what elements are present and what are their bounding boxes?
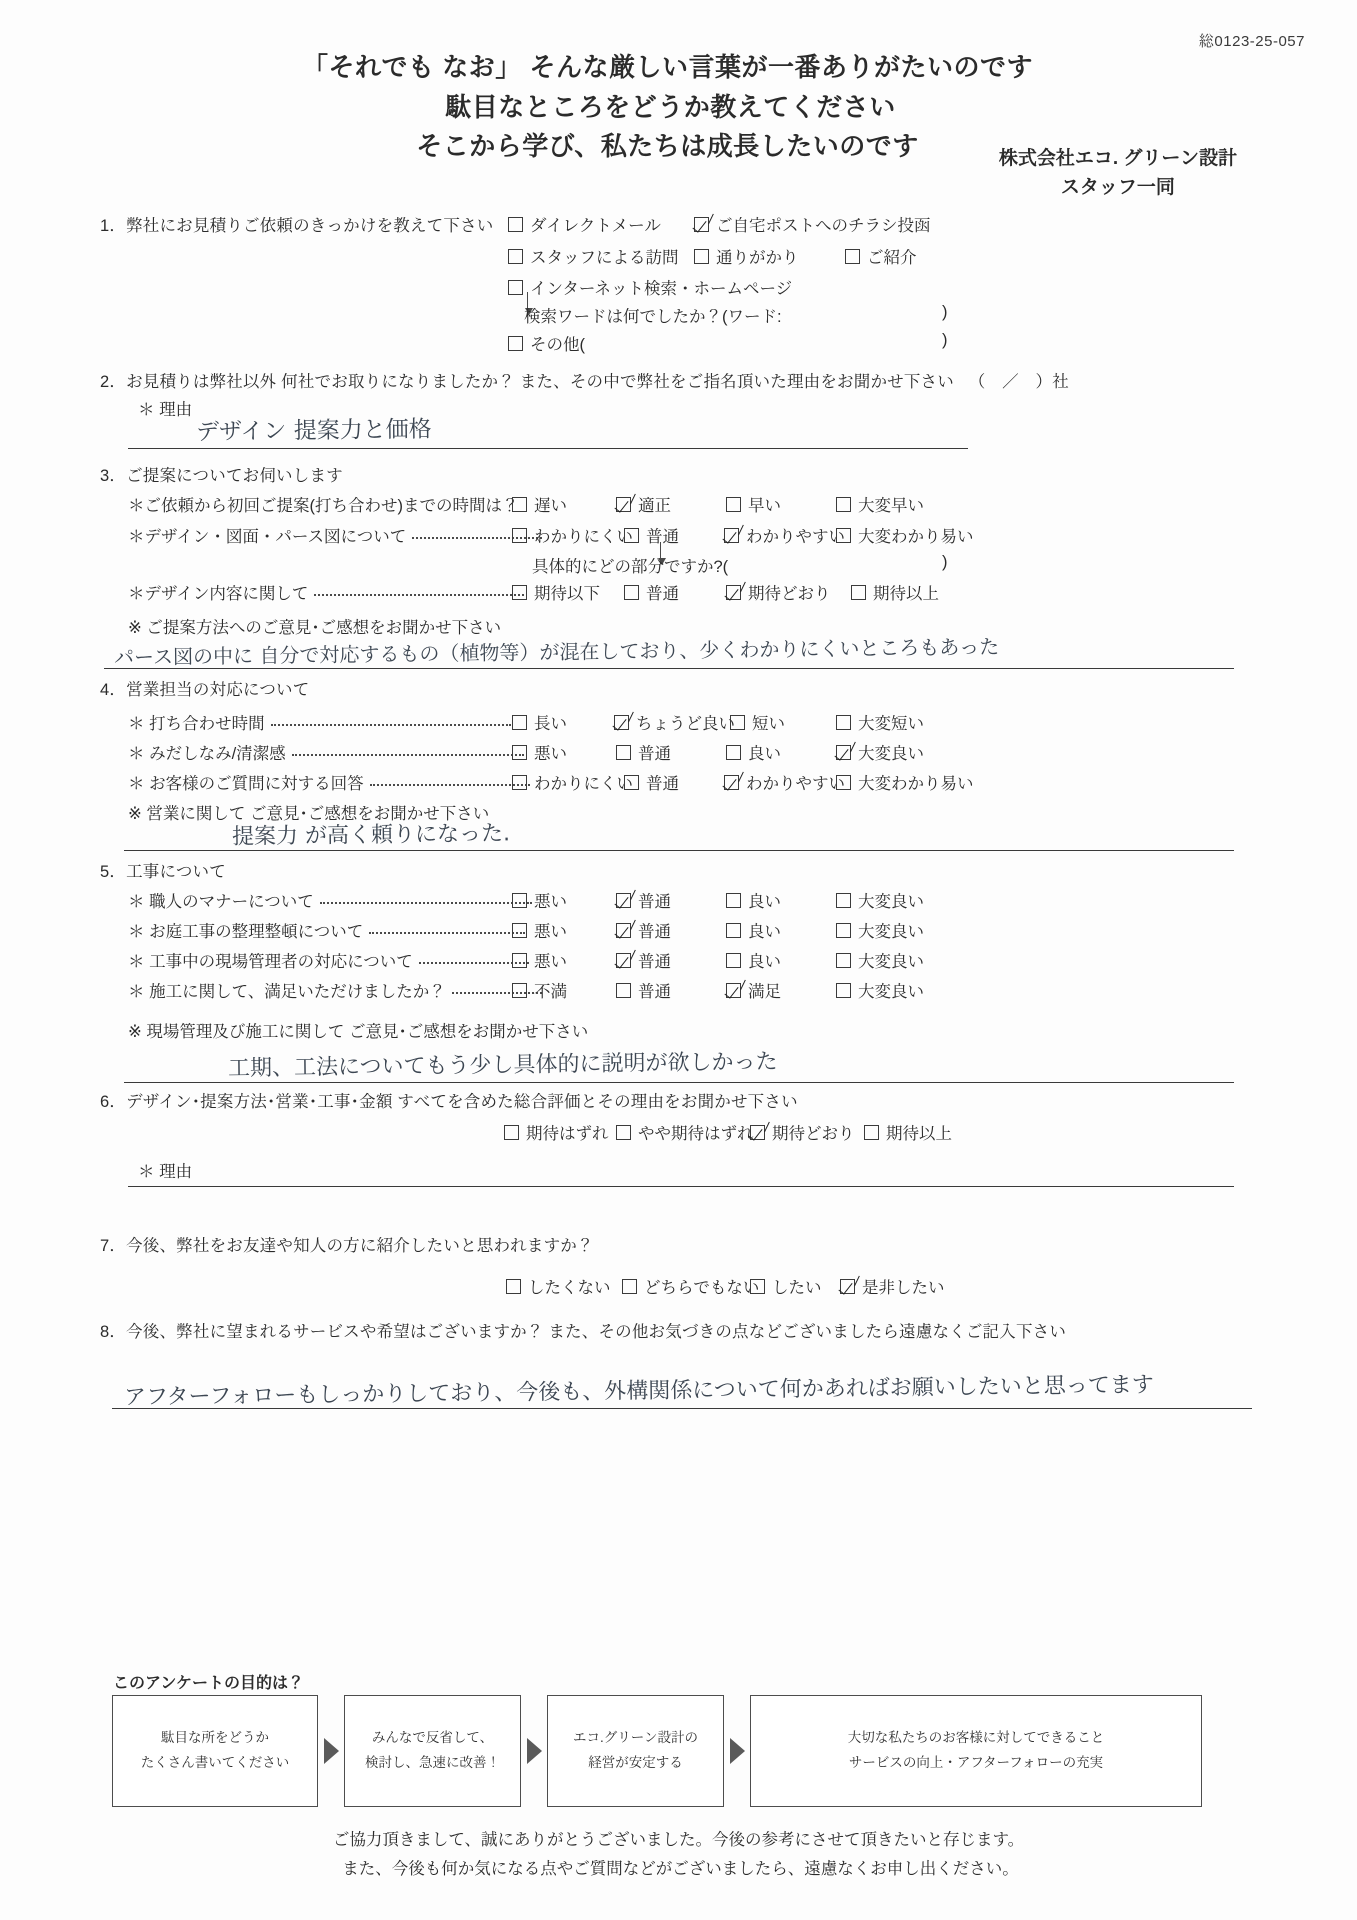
q7-option-3-label: したい	[772, 1279, 822, 1297]
checkbox[interactable]	[508, 336, 523, 351]
question-6-number: 6．	[100, 1093, 127, 1111]
question-8-text: 今後、弊社に望まれるサービスや希望はございますか？ また、その他お気づきの点などございましたら遠慮なくご記入下さい	[126, 1323, 1067, 1341]
question-3-number: 3．	[100, 467, 127, 485]
q5-row-1-option-3[interactable]	[726, 888, 781, 912]
q7-option-2[interactable]	[622, 1274, 759, 1298]
q2-answer-rule	[128, 448, 968, 449]
question-2-title	[100, 368, 1069, 392]
q3-row-3-option-2-label: 普通	[646, 585, 679, 603]
question-2-text: お見積りは弊社以外 何社でお取りになりましたか？ また、その中で弊社をご指名頂いた理由をお聞かせ下さい	[126, 373, 954, 391]
footer-line-2: また、今後も何か気になる点やご質問などがございましたら、遠慮なくお申し出ください。	[342, 1859, 1019, 1878]
q2-reason-label: ＊ 理由	[138, 401, 193, 419]
q4-row-3-label	[128, 770, 536, 794]
q3-row-2-option-3-label: わかりやすい	[746, 528, 845, 546]
q4-comment-label: ※ 営業に関して ご意見･ご感想をお聞かせ下さい	[128, 805, 490, 823]
q3-row-2-option-2-label: 普通	[646, 528, 679, 546]
question-3-text: ご提案についてお伺いします	[126, 467, 343, 485]
q5-row-3-label	[128, 948, 535, 972]
checkbox[interactable]	[512, 497, 527, 512]
q3-row-2-option-1-label: わかりにくい	[534, 528, 633, 546]
q5-row-4-option-3-label: 満足	[748, 983, 781, 1001]
q1-option-internet-label: インターネット検索・ホームページ	[530, 280, 793, 298]
q3-row-2-option-1[interactable]	[512, 523, 633, 547]
q4-row-3-option-1[interactable]	[512, 770, 633, 794]
leader-dots	[314, 584, 524, 596]
q5-row-4-option-2-label: 普通	[638, 983, 671, 1001]
q4-row-3-option-3[interactable]	[724, 770, 845, 794]
checkbox[interactable]	[512, 745, 527, 760]
q1-option-other-label: その他(	[530, 336, 585, 354]
q5-row-4-option-1[interactable]	[512, 978, 567, 1002]
checkbox-checked[interactable]	[614, 715, 629, 730]
q3-row-3-option-2[interactable]	[624, 580, 679, 604]
q5-row-3-option-3-label: 良い	[748, 953, 781, 971]
q2-reason-answer: デザイン 提案力と価格	[195, 416, 432, 446]
q4-row-1-option-2-label: ちょうど良い	[636, 715, 735, 733]
q5-row-4-option-1-label: 不満	[534, 983, 567, 1001]
q1-option-passing-by[interactable]	[694, 244, 799, 268]
company-name: 株式会社エコ. グリーン設計	[998, 148, 1237, 169]
q8-answer-rule	[112, 1408, 1252, 1409]
q1-option-internet[interactable]	[508, 275, 792, 299]
q4-row-1-label	[128, 710, 517, 734]
q7-option-1[interactable]	[506, 1274, 611, 1298]
checkbox[interactable]	[512, 775, 527, 790]
question-8-title	[100, 1318, 1066, 1342]
q5-answer-rule	[124, 1082, 1234, 1083]
checkbox-checked[interactable]	[616, 923, 631, 938]
checkbox[interactable]	[726, 893, 741, 908]
q3-row-1-option-4-label: 大変早い	[858, 497, 924, 515]
q5-row-4-option-4-label: 大変良い	[858, 983, 924, 1001]
checkbox[interactable]	[836, 715, 851, 730]
checkbox[interactable]	[616, 983, 631, 998]
q4-row-2-text: ＊ みだしなみ/清潔感	[128, 745, 286, 763]
q3-row-2-text: ＊デザイン・図面・パース図について	[128, 528, 407, 546]
q3-row-1-label: ＊ご依頼から初回ご提案(打ち合わせ)までの時間は？	[128, 497, 519, 515]
q1-option-staff-visit[interactable]	[508, 244, 679, 268]
q3-row-1-option-1[interactable]	[512, 492, 567, 516]
q4-row-2-option-2[interactable]	[616, 740, 671, 764]
checkbox[interactable]	[624, 775, 639, 790]
question-1-text: 弊社にお見積りご依頼のきっかけを教えて下さい	[126, 217, 494, 235]
q5-row-3-option-4-label: 大変良い	[858, 953, 924, 971]
checkbox[interactable]	[750, 1279, 765, 1294]
checkbox[interactable]	[512, 893, 527, 908]
checkbox[interactable]	[508, 217, 523, 232]
checkbox[interactable]	[726, 745, 741, 760]
leader-dots	[370, 774, 530, 786]
q4-row-3-option-2-label: 普通	[646, 775, 679, 793]
checkbox[interactable]	[512, 715, 527, 730]
checkbox[interactable]	[512, 983, 527, 998]
checkbox[interactable]	[836, 923, 851, 938]
q5-row-3-option-1[interactable]	[512, 948, 567, 972]
question-5-number: 5．	[100, 863, 127, 881]
question-6-title	[100, 1088, 798, 1112]
q1-search-word-prompt: 検索ワードは何でしたか？(ワード:	[524, 308, 782, 326]
checkbox[interactable]	[836, 775, 851, 790]
flow-arrow-icon-1	[318, 1695, 344, 1807]
checkbox-checked[interactable]	[694, 217, 709, 232]
checkbox-checked[interactable]	[726, 585, 741, 600]
checkbox[interactable]	[512, 528, 527, 543]
q3-answer-rule	[104, 668, 1234, 669]
question-6-text: デザイン･提案方法･営業･工事･金額 すべてを含めた総合評価とその理由をお聞かせ下さい	[126, 1093, 798, 1111]
q6-option-2-label: やや期待はずれ	[638, 1125, 754, 1143]
q3-detail-prompt: 具体的にどの部分ですか?(	[532, 558, 729, 576]
q3-row-2-label	[128, 523, 548, 547]
staff-line: スタッフ一同	[1060, 176, 1175, 198]
q5-row-1-option-2-label: 普通	[638, 893, 671, 911]
q1-option-passing-by-label: 通りがかり	[716, 249, 799, 267]
question-2-number: 2．	[100, 373, 127, 391]
checkbox[interactable]	[694, 249, 709, 264]
question-8-number: 8．	[100, 1323, 127, 1341]
q3-row-3-option-3[interactable]	[726, 580, 831, 604]
q6-option-1[interactable]	[504, 1120, 609, 1144]
checkbox[interactable]	[730, 715, 745, 730]
q4-row-2-option-1[interactable]	[512, 740, 567, 764]
q3-comment-answer: パース図の中に 自分で対応するもの（植物等）が混在しており、少くわかりにくいところもあった	[113, 634, 1000, 670]
purpose-box-2-line-1: みんなで反省して、	[371, 1730, 494, 1746]
footer-line-1: ご協力頂きまして、誠にありがとうございました。今後の参考にさせて頂きたいと存じます。	[332, 1831, 1025, 1849]
q3-comment-label: ※ ご提案方法へのご意見･ご感想をお聞かせ下さい	[128, 619, 502, 637]
purpose-box-1-line-1: 駄目な所をどうか	[161, 1730, 269, 1746]
q4-row-1-option-4-label: 大変短い	[858, 715, 924, 733]
q7-option-4[interactable]	[840, 1274, 945, 1298]
q3-row-2-option-4-label: 大変わかり易い	[858, 528, 974, 546]
q5-row-2-option-1-label: 悪い	[534, 923, 567, 941]
purpose-box-2-line-2: 検討し、急速に改善！	[365, 1755, 500, 1770]
purpose-box-3-line-2: 経営が安定する	[588, 1755, 683, 1770]
q4-row-2-label	[128, 740, 530, 764]
q4-row-3-option-4-label: 大変わかり易い	[858, 775, 974, 793]
q4-row-1-option-2[interactable]	[614, 710, 735, 734]
q4-row-1-option-3-label: 短い	[752, 715, 785, 733]
question-5-title	[100, 858, 226, 882]
q1-other-close: )	[942, 331, 948, 349]
checkbox[interactable]	[622, 1279, 637, 1294]
leader-dots	[292, 744, 524, 756]
flow-arrow-icon-3	[724, 1695, 750, 1807]
q3-row-3-option-3-label: 期待どおり	[748, 585, 831, 603]
checkbox[interactable]	[836, 983, 851, 998]
q5-row-4-label	[128, 978, 548, 1002]
q5-row-1-text: ＊ 職人のマナーについて	[128, 893, 314, 911]
q5-row-3-text: ＊ 工事中の現場管理者の対応について	[128, 953, 413, 971]
q5-row-2-option-1[interactable]	[512, 918, 567, 942]
q4-row-2-option-3[interactable]	[726, 740, 781, 764]
checkbox[interactable]	[845, 249, 860, 264]
checkbox[interactable]	[836, 953, 851, 968]
q5-row-4-option-3[interactable]	[726, 978, 781, 1002]
q2-count-field[interactable]: （ ／ ）社	[968, 373, 1069, 391]
q4-row-1-option-4[interactable]	[836, 710, 924, 734]
q4-row-3-option-1-label: わかりにくい	[534, 775, 633, 793]
q5-row-1-option-2[interactable]	[616, 888, 671, 912]
q5-row-1-option-1-label: 悪い	[534, 893, 567, 911]
question-4-text: 営業担当の対応について	[126, 681, 310, 699]
q6-option-4[interactable]	[864, 1120, 952, 1144]
q4-row-3-option-3-label: わかりやすい	[746, 775, 845, 793]
purpose-box-1-line-2: たくさん書いてください	[140, 1755, 290, 1770]
q6-option-4-label: 期待以上	[886, 1125, 952, 1143]
purpose-box-3-line-1: エコ.グリーン設計の	[573, 1730, 698, 1746]
company-signature	[999, 145, 1237, 202]
q6-reason-label: ＊ 理由	[138, 1163, 193, 1181]
q6-option-3-label: 期待どおり	[772, 1125, 855, 1143]
q4-row-2-option-3-label: 良い	[748, 745, 781, 763]
q4-row-2-option-2-label: 普通	[638, 745, 671, 763]
q4-row-1-option-3[interactable]	[730, 710, 785, 734]
checkbox[interactable]	[836, 528, 851, 543]
checkbox-checked[interactable]	[726, 983, 741, 998]
q5-row-4-option-2[interactable]	[616, 978, 671, 1002]
purpose-box-4-line-2: サービスの向上・アフターフォローの充実	[848, 1755, 1104, 1770]
q3-row-3-option-1-label: 期待以下	[534, 585, 600, 603]
q7-option-2-label: どちらでもない	[644, 1279, 760, 1297]
checkbox[interactable]	[506, 1279, 521, 1294]
q1-option-staff-visit-label: スタッフによる訪問	[530, 249, 679, 267]
q5-row-3-option-2-label: 普通	[638, 953, 671, 971]
checkbox-checked[interactable]	[724, 528, 739, 543]
q3-row-1-option-1-label: 遅い	[534, 497, 567, 515]
checkbox[interactable]	[504, 1125, 519, 1140]
q1-option-flyer-label: ご自宅ポストへのチラシ投函	[716, 217, 931, 235]
q1-option-referral-label: ご紹介	[867, 249, 917, 267]
q1-option-flyer[interactable]	[694, 212, 931, 236]
q5-row-3-option-2[interactable]	[616, 948, 671, 972]
q3-row-1-option-4[interactable]	[836, 492, 924, 516]
checkbox[interactable]	[512, 923, 527, 938]
q3-detail-close: )	[942, 553, 948, 571]
q4-row-1-text: ＊ 打ち合わせ時間	[128, 715, 265, 733]
headline-line-2: 駄目なところをどうか教えてください	[445, 91, 896, 122]
purpose-label: このアンケートの目的は？	[113, 1675, 305, 1692]
checkbox-checked[interactable]	[616, 497, 631, 512]
q5-comment-label: ※ 現場管理及び施工に関して ご意見･ご感想をお聞かせ下さい	[128, 1023, 589, 1041]
checkbox[interactable]	[851, 585, 866, 600]
q1-search-word-close: )	[942, 303, 948, 321]
purpose-box-3	[547, 1695, 724, 1807]
q5-row-3-option-4[interactable]	[836, 948, 924, 972]
q3-row-1-option-3-label: 早い	[748, 497, 781, 515]
q4-row-1-option-1-label: 長い	[534, 715, 567, 733]
q3-row-3-text: ＊デザイン内容に関して	[128, 585, 309, 603]
checkbox-checked[interactable]	[616, 953, 631, 968]
question-3-title	[100, 462, 343, 486]
q5-row-1-option-1[interactable]	[512, 888, 567, 912]
checkbox[interactable]	[836, 497, 851, 512]
q6-option-2[interactable]	[616, 1120, 754, 1144]
question-4-title	[100, 676, 309, 700]
q3-row-1-option-3[interactable]	[726, 492, 781, 516]
q4-row-2-option-4-label: 大変良い	[858, 745, 924, 763]
checkbox[interactable]	[512, 585, 527, 600]
q3-row-2-option-2[interactable]	[624, 523, 679, 547]
q8-answer: アフターフォローもしっかりしており、今後も、外構関係について何かあればお願いしたいと思ってます	[123, 1372, 1154, 1411]
q7-option-1-label: したくない	[528, 1279, 611, 1297]
checkbox-checked[interactable]	[840, 1279, 855, 1294]
q3-row-1-option-2-label: 適正	[638, 497, 671, 515]
q5-row-2-option-4[interactable]	[836, 918, 924, 942]
q3-row-3-option-1[interactable]	[512, 580, 600, 604]
question-7-text: 今後、弊社をお友達や知人の方に紹介したいと思われますか？	[126, 1237, 594, 1255]
q4-row-2-option-1-label: 悪い	[534, 745, 567, 763]
question-1-number: 1．	[100, 217, 127, 235]
q7-option-3[interactable]	[750, 1274, 822, 1298]
q4-comment-answer: 提案力 が高く頼りになった.	[231, 821, 511, 850]
question-7-number: 7．	[100, 1237, 127, 1255]
q5-row-2-option-2-label: 普通	[638, 923, 671, 941]
document-id: 総0123-25-057	[1198, 33, 1305, 50]
q3-row-1-option-2[interactable]	[616, 492, 671, 516]
q4-row-1-option-1[interactable]	[512, 710, 567, 734]
q5-row-2-option-4-label: 大変良い	[858, 923, 924, 941]
question-5-text: 工事について	[126, 863, 226, 881]
checkbox[interactable]	[836, 893, 851, 908]
headline-line-1: 「それでも なお」 そんな厳しい言葉が一番ありがたいのです	[302, 52, 1033, 82]
purpose-box-4-line-1: 大切な私たちのお客様に対してできること	[847, 1730, 1105, 1746]
q5-row-1-label	[128, 888, 538, 912]
q5-row-1-option-4-label: 大変良い	[858, 893, 924, 911]
q7-option-4-label: 是非したい	[862, 1279, 945, 1297]
q5-row-1-option-3-label: 良い	[748, 893, 781, 911]
q4-row-3-text: ＊ お客様のご質問に対する回答	[128, 775, 364, 793]
leader-dots	[369, 922, 525, 934]
purpose-box-4	[750, 1695, 1202, 1807]
leader-dots	[320, 892, 532, 904]
question-7-title	[100, 1232, 594, 1256]
checkbox[interactable]	[864, 1125, 879, 1140]
q5-row-3-option-1-label: 悪い	[534, 953, 567, 971]
purpose-flow	[112, 1695, 1202, 1807]
q5-row-2-text: ＊ お庭工事の整理整頓について	[128, 923, 364, 941]
checkbox-checked[interactable]	[836, 745, 851, 760]
leader-dots	[271, 714, 511, 726]
question-4-number: 4．	[100, 681, 127, 699]
flow-arrow-icon-2	[521, 1695, 547, 1807]
q1-option-dm[interactable]	[508, 212, 661, 236]
q5-row-2-label	[128, 918, 531, 942]
q1-option-other[interactable]	[508, 331, 585, 355]
footer-message	[0, 1826, 1357, 1884]
q5-row-2-option-2[interactable]	[616, 918, 671, 942]
checkbox[interactable]	[726, 953, 741, 968]
q1-option-referral[interactable]	[845, 244, 917, 268]
q3-row-3-option-4[interactable]	[851, 580, 939, 604]
checkbox[interactable]	[616, 1125, 631, 1140]
q4-row-2-option-4[interactable]	[836, 740, 924, 764]
q4-row-3-option-2[interactable]	[624, 770, 679, 794]
checkbox-checked[interactable]	[724, 775, 739, 790]
checkbox[interactable]	[508, 249, 523, 264]
q5-row-2-option-3[interactable]	[726, 918, 781, 942]
purpose-box-1	[112, 1695, 318, 1807]
checkbox-checked[interactable]	[750, 1125, 765, 1140]
checkbox[interactable]	[624, 585, 639, 600]
q3-row-2-option-3[interactable]	[724, 523, 845, 547]
q1-option-dm-label: ダイレクトメール	[530, 217, 661, 235]
question-1-title	[100, 212, 493, 236]
q4-answer-rule	[124, 850, 1234, 851]
headline-line-3: そこから学び、私たちは成長したいのです	[416, 131, 919, 162]
q4-row-3-option-4[interactable]	[836, 770, 974, 794]
q5-row-2-option-3-label: 良い	[748, 923, 781, 941]
checkbox[interactable]	[508, 280, 523, 295]
checkbox[interactable]	[726, 497, 741, 512]
q5-comment-answer: 工期、工法についてもう少し具体的に説明が欲しかった	[227, 1049, 778, 1082]
q5-row-4-text: ＊ 施工に関して、満足いただけましたか？	[128, 983, 446, 1001]
checkbox[interactable]	[512, 953, 527, 968]
q5-row-3-option-3[interactable]	[726, 948, 781, 972]
q6-answer-rule	[128, 1186, 1234, 1187]
q3-row-3-option-4-label: 期待以上	[873, 585, 939, 603]
q5-row-1-option-4[interactable]	[836, 888, 924, 912]
q6-option-3[interactable]	[750, 1120, 855, 1144]
q3-row-3-label	[128, 580, 530, 604]
q5-row-4-option-4[interactable]	[836, 978, 924, 1002]
q6-option-1-label: 期待はずれ	[526, 1125, 609, 1143]
checkbox[interactable]	[726, 923, 741, 938]
checkbox[interactable]	[616, 745, 631, 760]
checkbox-checked[interactable]	[616, 893, 631, 908]
purpose-box-2	[344, 1695, 521, 1807]
checkbox[interactable]	[624, 528, 639, 543]
q3-row-2-option-4[interactable]	[836, 523, 974, 547]
